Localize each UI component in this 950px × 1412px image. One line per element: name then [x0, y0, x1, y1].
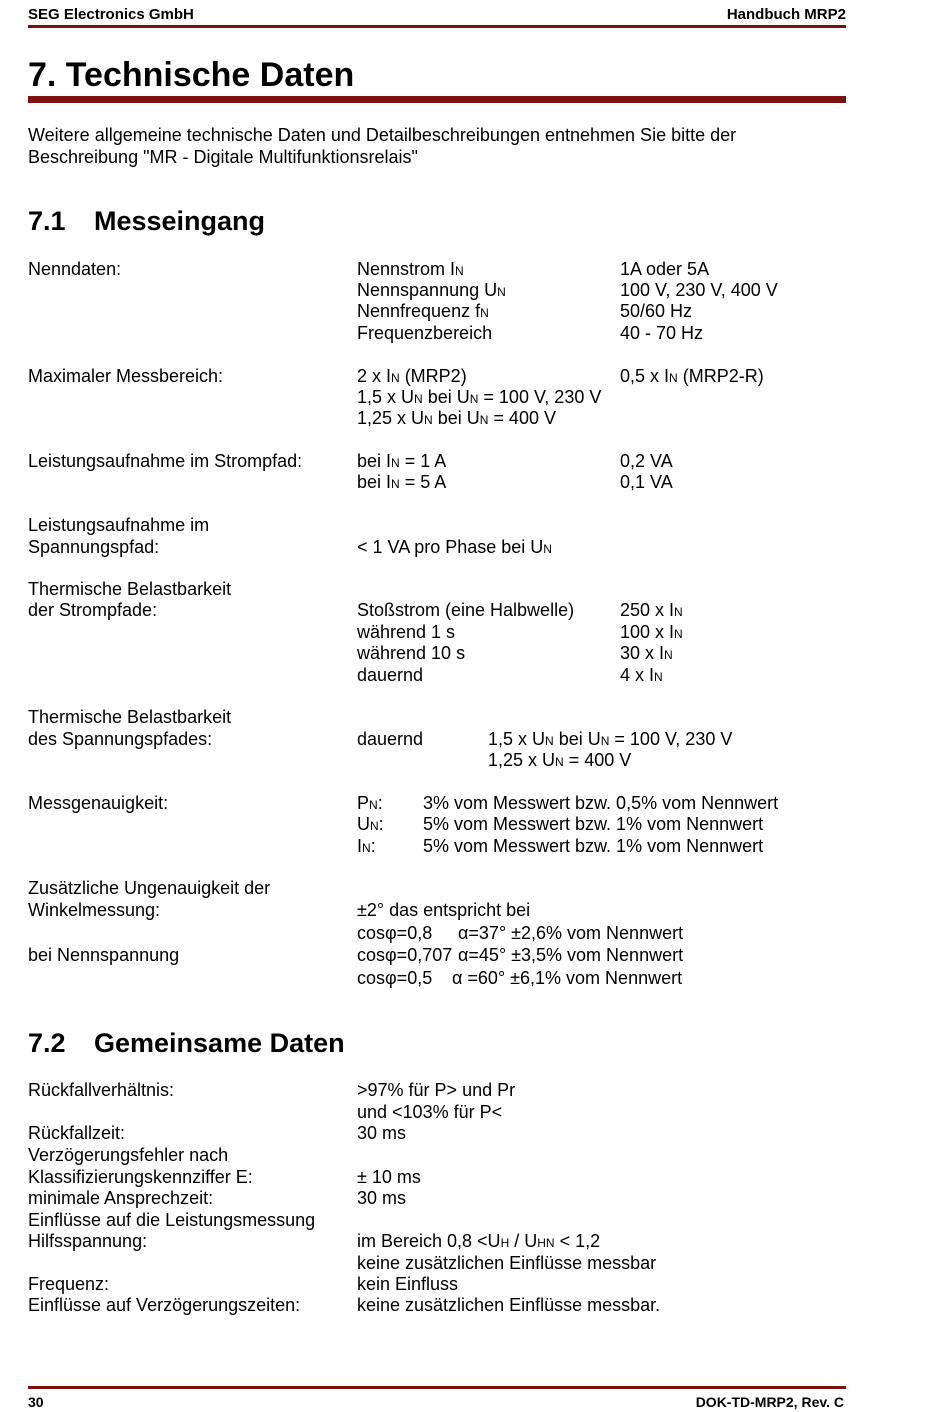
messgenauigkeit-symbol: UN:	[357, 814, 384, 834]
thermisch-strom-value: 30 x IN	[620, 643, 673, 663]
thermisch-spannung-label: des Spannungspfades:	[28, 729, 213, 749]
nenndaten-name: Nennspannung UN	[357, 280, 506, 300]
gemeinsam-label: Frequenz:	[28, 1274, 110, 1294]
messbereich-label: Maximaler Messbereich:	[28, 366, 224, 386]
gemeinsam-label: Hilfsspannung:	[28, 1231, 148, 1251]
winkel-label: Winkelmessung:	[28, 900, 161, 920]
footer-rule	[28, 1386, 846, 1389]
gemeinsam-value: im Bereich 0,8 <UH / UHN < 1,2	[357, 1231, 601, 1251]
messgenauigkeit-value: 3% vom Messwert bzw. 0,5% vom Nennwert	[423, 793, 779, 813]
section-7-2-number: 7.2	[28, 1028, 66, 1058]
thermisch-spannung-label: Thermische Belastbarkeit	[28, 707, 232, 727]
winkel-label: bei Nennspannung	[28, 945, 180, 965]
winkel-cos: cosφ=0,5	[357, 968, 433, 988]
gemeinsam-value: und <103% für P<	[357, 1102, 503, 1122]
strompfad-row: bei IN = 1 A	[357, 451, 447, 471]
nenndaten-value: 50/60 Hz	[620, 301, 693, 321]
gemeinsam-value: ± 10 ms	[357, 1167, 421, 1187]
winkel-alpha: α=45° ±3,5% vom Nennwert	[458, 945, 684, 965]
title-rule	[28, 96, 846, 103]
messbereich-row: 1,5 x UN bei UN = 100 V, 230 V	[357, 387, 602, 407]
messbereich-row: 1,25 x UN bei UN = 400 V	[357, 408, 556, 428]
section-7-1-number: 7.1	[28, 206, 66, 236]
section-7-2-title: Gemeinsame Daten	[94, 1028, 345, 1058]
spannungspfad-value: < 1 VA pro Phase bei UN	[357, 537, 552, 557]
messgenauigkeit-value: 5% vom Messwert bzw. 1% vom Nennwert	[423, 814, 764, 834]
gemeinsam-label: Rückfallzeit:	[28, 1123, 126, 1143]
gemeinsam-label: Einflüsse auf die Leistungsmessung	[28, 1210, 316, 1230]
document-id: DOK-TD-MRP2, Rev. C	[695, 1394, 844, 1410]
winkel-alpha: α=37° ±2,6% vom Nennwert	[458, 923, 684, 943]
strompfad-value: 0,1 VA	[620, 472, 673, 492]
gemeinsam-value: kein Einfluss	[357, 1274, 459, 1294]
gemeinsam-label: Klassifizierungskennziffer E:	[28, 1167, 253, 1187]
thermisch-strom-name: während 1 s	[357, 622, 456, 642]
gemeinsam-value: 30 ms	[357, 1123, 407, 1143]
winkel-intro: ±2° das entspricht bei	[357, 900, 531, 920]
messbereich-row: 2 x IN (MRP2)	[357, 366, 467, 386]
nenndaten-value: 100 V, 230 V, 400 V	[620, 280, 778, 300]
strompfad-value: 0,2 VA	[620, 451, 673, 471]
intro-line-1: Weitere allgemeine technische Daten und Detailbeschreibungen entnehmen Sie bitte der	[28, 125, 737, 145]
strompfad-row: bei IN = 5 A	[357, 472, 447, 492]
winkel-cos: cosφ=0,707	[357, 945, 453, 965]
winkel-label: Zusätzliche Ungenauigkeit der	[28, 878, 271, 898]
section-7-1-title: Messeingang	[94, 206, 266, 236]
header-company: SEG Electronics GmbH	[28, 6, 194, 23]
nenndaten-label: Nenndaten:	[28, 259, 122, 279]
spannungspfad-label: Spannungspfad:	[28, 537, 160, 557]
gemeinsam-label: minimale Ansprechzeit:	[28, 1188, 214, 1208]
intro-line-2: Beschreibung "MR - Digitale Multifunktionsrelais"	[28, 147, 418, 167]
thermisch-strom-name: dauernd	[357, 665, 424, 685]
messgenauigkeit-value: 5% vom Messwert bzw. 1% vom Nennwert	[423, 836, 764, 856]
gemeinsam-value: keine zusätzlichen Einflüsse messbar	[357, 1253, 657, 1273]
spannungspfad-label: Leistungsaufnahme im	[28, 515, 210, 535]
thermisch-strom-value: 250 x IN	[620, 600, 683, 620]
thermisch-spannung-value: 1,5 x UN bei UN = 100 V, 230 V	[488, 729, 733, 749]
messgenauigkeit-label: Messgenauigkeit:	[28, 793, 169, 813]
gemeinsam-value: keine zusätzlichen Einflüsse messbar.	[357, 1295, 661, 1315]
thermisch-strom-name: während 10 s	[357, 643, 466, 663]
winkel-cos: cosφ=0,8	[357, 923, 433, 943]
messgenauigkeit-symbol: PN:	[357, 793, 383, 813]
gemeinsam-value: >97% für P> und Pr	[357, 1080, 516, 1100]
winkel-alpha: α =60° ±6,1% vom Nennwert	[452, 968, 683, 988]
header-rule	[28, 25, 846, 28]
messbereich-value: 0,5 x IN (MRP2-R)	[620, 366, 764, 386]
messgenauigkeit-symbol: IN:	[357, 836, 376, 856]
thermisch-strom-name: Stoßstrom (eine Halbwelle)	[357, 600, 575, 620]
gemeinsam-label: Einflüsse auf Verzögerungszeiten:	[28, 1295, 301, 1315]
nenndaten-name: Frequenzbereich	[357, 323, 493, 343]
gemeinsam-value: 30 ms	[357, 1188, 407, 1208]
nenndaten-name: Nennstrom IN	[357, 259, 464, 279]
thermisch-strom-label: der Strompfade:	[28, 600, 158, 620]
nenndaten-value: 40 - 70 Hz	[620, 323, 704, 343]
nenndaten-value: 1A oder 5A	[620, 259, 710, 279]
thermisch-spannung-value: 1,25 x UN = 400 V	[488, 750, 632, 770]
gemeinsam-label: Verzögerungsfehler nach	[28, 1145, 229, 1165]
strompfad-label: Leistungsaufnahme im Strompfad:	[28, 451, 303, 471]
gemeinsam-label: Rückfallverhältnis:	[28, 1080, 175, 1100]
thermisch-strom-value: 100 x IN	[620, 622, 683, 642]
thermisch-strom-label: Thermische Belastbarkeit	[28, 579, 232, 599]
nenndaten-name: Nennfrequenz fN	[357, 301, 489, 321]
thermisch-spannung-name: dauernd	[357, 729, 424, 749]
chapter-title: 7. Technische Daten	[28, 56, 355, 94]
page-number: 30	[28, 1394, 44, 1410]
header-manual: Handbuch MRP2	[726, 6, 846, 23]
thermisch-strom-value: 4 x IN	[620, 665, 663, 685]
